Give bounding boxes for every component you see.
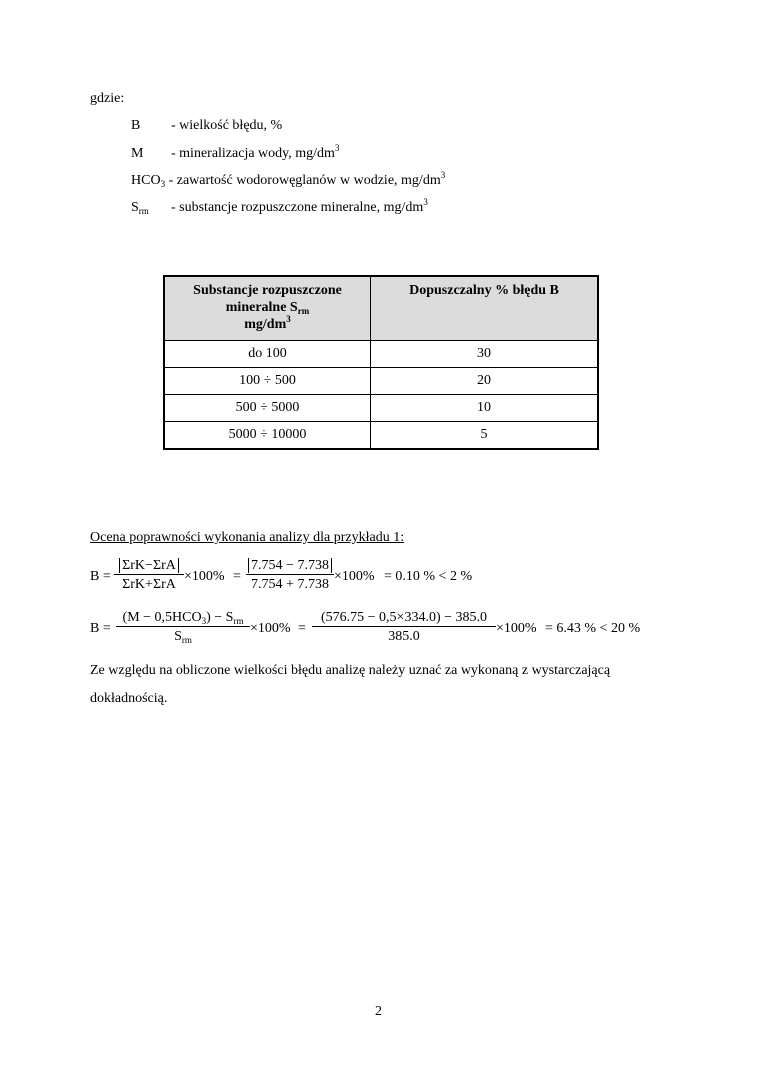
table-row (164, 422, 598, 450)
formula-2-result: = 6.43 % < 20 % (545, 621, 641, 636)
table-header-substances: Substancje rozpuszczone mineralne $S_{rm}$ $mg/dm^3$ (164, 276, 371, 341)
table-cell-value: 30 (371, 341, 599, 368)
formula-2-fraction-symbolic (116, 610, 250, 645)
formula-1-mul1: ×100% (184, 569, 225, 584)
table-cell-range: do 100 (164, 341, 371, 368)
formula-2-eq: = (298, 621, 306, 636)
table-row (164, 368, 598, 395)
table-header-error: Dopuszczalny % błędu B (371, 276, 599, 341)
formula-2-mul1: ×100% (250, 621, 291, 636)
page-number: 2 (375, 1004, 382, 1019)
table-cell-value: 5 (371, 422, 599, 450)
legend-symbol-srm: $S_{rm}$ (131, 200, 149, 216)
table-row (164, 341, 598, 368)
formula-1-mul2: ×100% (334, 569, 375, 584)
table-cell-range: 500 ÷ 5000 (164, 395, 371, 422)
formula-1-num2: 7.754 − 7.738 (248, 558, 332, 573)
formula-1-eq: = (233, 569, 241, 584)
formula-1-lhs: B = (90, 569, 111, 584)
formula-1-fraction-symbolic (114, 558, 184, 593)
legend-row-hco3 (131, 170, 446, 189)
formula-2-den2: 385.0 (312, 626, 496, 645)
intro-text: gdzie: (90, 91, 125, 106)
legend-symbol-m: M (131, 146, 144, 161)
table-cell-value: 10 (371, 395, 599, 422)
legend-symbol-hco3: $HCO_3$ (131, 173, 166, 189)
formula-1-num1: ΣrK−ΣrA (119, 558, 179, 573)
formula-2-num1: $(M - 0,5HCO_3) - S_{rm}$ (122, 610, 244, 626)
formula-1-result: = 0.10 % < 2 % (384, 569, 473, 584)
legend-symbol-b: B (131, 118, 141, 133)
table-cell-range: 100 ÷ 500 (164, 368, 371, 395)
legend-desc-srm: - substancje rozpuszczone mineralne, $mg/dm^3$ (171, 197, 428, 215)
formula-2-num2: (576.75 − 0,5×334.0) − 385.0 (320, 610, 487, 625)
formula-1-fraction-numeric (246, 558, 334, 593)
conclusion-line-2: dokładnością. (90, 691, 168, 706)
table-row (164, 395, 598, 422)
table-header-row (164, 276, 598, 341)
formula-1-den2: 7.754 + 7.738 (246, 574, 334, 593)
legend-desc-b: - wielkość błędu, % (171, 118, 283, 133)
table-cell-range: 5000 ÷ 10000 (164, 422, 371, 450)
formula-2-mul2: ×100% (496, 621, 537, 636)
formula-2-fraction-numeric (312, 610, 496, 645)
table-cell-value: 20 (371, 368, 599, 395)
conclusion-line-1: Ze względu na obliczone wielkości błędu analizę należy uznać za wykonaną z wystarczającą (90, 663, 611, 678)
formula-1-den1: ΣrK+ΣrA (114, 574, 184, 593)
error-table (163, 275, 599, 450)
formula-2-lhs: B = (90, 621, 111, 636)
formula-2-den1: $S_{rm}$ (116, 626, 250, 645)
legend-desc-hco3: - zawartość wodorowęglanów w wodzie, $mg/dm^3$ (165, 170, 446, 188)
legend-desc-m: - mineralizacja wody, $mg/dm^3$ (171, 143, 340, 161)
assessment-heading: Ocena poprawności wykonania analizy dla przykładu 1: (90, 530, 405, 545)
